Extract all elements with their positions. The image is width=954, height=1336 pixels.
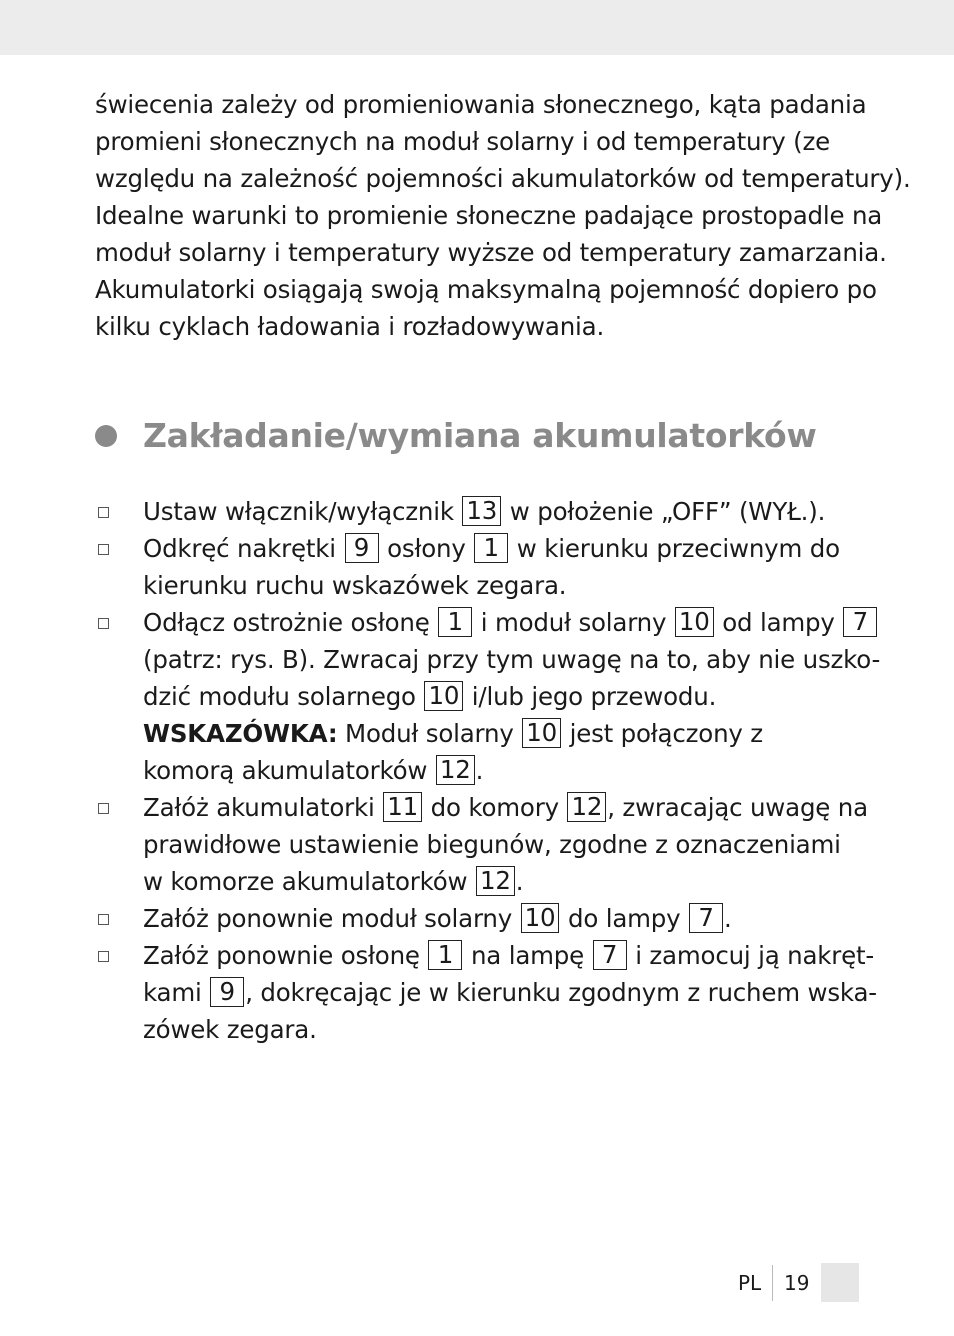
part-reference-number: 1 (428, 940, 462, 970)
instruction-step (95, 900, 885, 937)
step-text: kami (143, 978, 210, 1007)
checkbox-square-icon (98, 544, 109, 555)
step-text: Załóż ponownie moduł solarny (143, 904, 520, 933)
part-reference-number: 11 (383, 792, 422, 822)
step-text: do lampy (560, 904, 689, 933)
page-header-bar (0, 0, 954, 55)
step-text: , zwracając uwagę na (607, 793, 868, 822)
step-text: dzić modułu solarnego (143, 682, 424, 711)
intro-line: kilku cyklach ładowania i rozładowywania. (95, 312, 605, 341)
instruction-step (95, 937, 885, 1048)
page-number: 19 (784, 1271, 810, 1295)
step-text: osłony (379, 534, 474, 563)
step-line (143, 1011, 885, 1048)
intro-line: Akumulatorki osiągają swoją maksymalną pojemność dopiero po (95, 275, 877, 304)
step-line (143, 789, 885, 826)
step-text: w kierunku przeciwnym do (509, 534, 840, 563)
part-reference-number: 13 (462, 496, 501, 526)
checkbox-square-icon (98, 951, 109, 962)
step-line (143, 678, 885, 715)
intro-line: promieni słonecznych na moduł solarny i od temperatury (ze (95, 127, 831, 156)
step-line (143, 752, 885, 789)
step-text: Odłącz ostrożnie osłonę (143, 608, 438, 637)
step-text: (patrz: rys. B). Zwracaj przy tym uwagę na to, aby nie uszko- (143, 645, 881, 674)
step-text: . (475, 756, 484, 785)
step-text: Ustaw włącznik/wyłącznik (143, 497, 462, 526)
step-line (143, 493, 885, 530)
part-reference-number: 7 (689, 903, 723, 933)
step-text: . (515, 867, 524, 896)
page-tab-marker (821, 1263, 859, 1302)
footer-divider (772, 1265, 773, 1301)
step-text: do komory (423, 793, 567, 822)
step-text: i/lub jego przewodu. (464, 682, 717, 711)
instruction-list (95, 493, 885, 1048)
note-label: WSKAZÓWKA: (143, 719, 338, 748)
bullet-dot-icon (95, 425, 117, 447)
step-text: , dokręcając je w kierunku zgodnym z ruchem wska- (245, 978, 877, 1007)
step-text: i zamocuj ją nakręt- (627, 941, 875, 970)
checkbox-square-icon (98, 914, 109, 925)
step-line (143, 974, 885, 1011)
part-reference-number: 9 (210, 977, 244, 1007)
intro-paragraph (95, 86, 911, 345)
part-reference-number: 9 (345, 533, 379, 563)
step-line (143, 826, 885, 863)
part-reference-number: 1 (474, 533, 508, 563)
step-line (143, 937, 885, 974)
part-reference-number: 10 (522, 718, 561, 748)
checkbox-square-icon (98, 618, 109, 629)
step-line (143, 604, 885, 641)
step-line (143, 567, 885, 604)
step-line (143, 530, 885, 567)
instruction-step (95, 530, 885, 604)
intro-line: Idealne warunki to promienie słoneczne padające prostopadle na (95, 201, 883, 230)
step-line (143, 641, 885, 678)
step-text: Załóż ponownie osłonę (143, 941, 428, 970)
part-reference-number: 7 (593, 940, 627, 970)
part-reference-number: 12 (476, 866, 515, 896)
instruction-step (95, 604, 885, 789)
language-code: PL (738, 1271, 762, 1295)
intro-line: względu na zależność pojemności akumulatorków od temperatury). (95, 164, 911, 193)
step-text: Moduł solarny (337, 719, 522, 748)
step-text: w komorze akumulatorków (143, 867, 475, 896)
step-text: . (724, 904, 732, 933)
step-line (143, 900, 885, 937)
step-text: od lampy (714, 608, 843, 637)
step-line (143, 863, 885, 900)
section-title: Zakładanie/wymiana akumulatorków (143, 416, 817, 455)
step-text: komorą akumulatorków (143, 756, 435, 785)
part-reference-number: 7 (843, 607, 877, 637)
part-reference-number: 1 (438, 607, 472, 637)
instruction-step (95, 493, 885, 530)
part-reference-number: 10 (675, 607, 714, 637)
step-text: Odkręć nakrętki (143, 534, 344, 563)
part-reference-number: 12 (567, 792, 606, 822)
step-text: i moduł solarny (473, 608, 674, 637)
section-heading (95, 408, 915, 464)
step-text: w położenie „OFF” (WYŁ.). (502, 497, 826, 526)
checkbox-square-icon (98, 803, 109, 814)
step-text: na lampę (463, 941, 592, 970)
part-reference-number: 10 (521, 903, 560, 933)
step-text: zówek zegara. (143, 1015, 317, 1044)
part-reference-number: 10 (424, 681, 463, 711)
step-text: prawidłowe ustawienie biegunów, zgodne z oznaczeniami (143, 830, 841, 859)
intro-line: świecenia zależy od promieniowania słonecznego, kąta padania (95, 90, 867, 119)
part-reference-number: 12 (436, 755, 475, 785)
step-text: Załóż akumulatorki (143, 793, 383, 822)
intro-line: moduł solarny i temperatury wyższe od temperatury zamarzania. (95, 238, 887, 267)
step-line (143, 715, 885, 752)
instruction-step (95, 789, 885, 900)
step-text: kierunku ruchu wskazówek zegara. (143, 571, 567, 600)
step-text: jest połączony z (562, 719, 763, 748)
checkbox-square-icon (98, 507, 109, 518)
